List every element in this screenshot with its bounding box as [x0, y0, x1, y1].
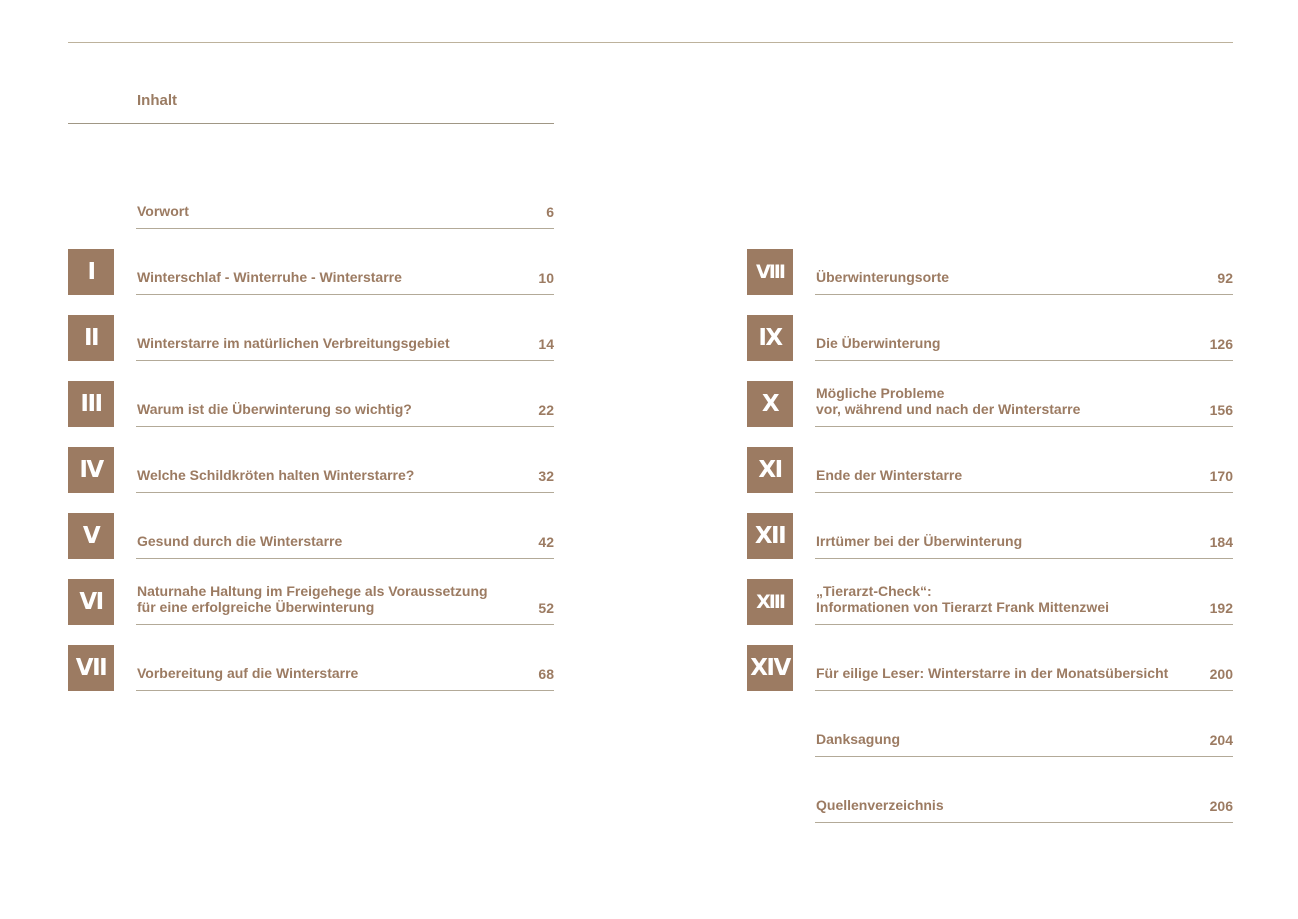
toc-entry[interactable]: [68, 381, 554, 427]
chapter-number-badge: VIII: [747, 249, 793, 295]
toc-entry-page-number: 192: [1209, 600, 1233, 616]
toc-entry-line: [815, 579, 1233, 625]
toc-entry-page-number: 68: [538, 666, 554, 682]
toc-entry[interactable]: [747, 579, 1233, 625]
toc-entry-page-number: 14: [538, 336, 554, 352]
toc-entry-title: Irrtümer bei der Überwinterung: [816, 533, 1023, 549]
toc-entry[interactable]: [747, 381, 1233, 427]
toc-entry-page-number: 200: [1209, 666, 1233, 682]
toc-entry-line: [815, 645, 1233, 691]
toc-entry-line: [136, 381, 554, 427]
toc-entry[interactable]: [747, 249, 1233, 295]
toc-entry-page-number: 92: [1217, 270, 1233, 286]
chapter-number-badge: IX: [747, 315, 793, 361]
toc-entry[interactable]: [68, 447, 554, 493]
toc-entry-title: Überwinterungsorte: [816, 269, 950, 285]
toc-entry[interactable]: [68, 579, 554, 625]
toc-entry-page-number: 206: [1209, 798, 1233, 814]
toc-entry-title: Winterstarre im natürlichen Verbreitungsgebiet: [137, 335, 450, 351]
toc-entry-line: [815, 777, 1233, 823]
chapter-number-badge: IV: [68, 447, 114, 493]
toc-entry-page-number: 184: [1209, 534, 1233, 550]
chapter-number-badge: XI: [747, 447, 793, 493]
toc-entry-line: [136, 579, 554, 625]
toc-entry-line: [136, 645, 554, 691]
toc-entry[interactable]: [68, 513, 554, 559]
toc-entry-line: [815, 249, 1233, 295]
chapter-number-badge: V: [68, 513, 114, 559]
chapter-number-badge: VII: [68, 645, 114, 691]
toc-entry-line: [136, 447, 554, 493]
toc-entry-title: Vorwort: [137, 203, 189, 219]
chapter-number-badge: III: [68, 381, 114, 427]
toc-entry-page-number: 6: [546, 204, 554, 220]
toc-entry-page-number: 22: [538, 402, 554, 418]
toc-entry-line: [136, 513, 554, 559]
toc-entry-title: Mögliche Probleme vor, während und nach der Winterstarre: [816, 385, 1081, 417]
toc-entry-title: Warum ist die Überwinterung so wichtig?: [137, 401, 412, 417]
toc-entry-page-number: 204: [1209, 732, 1233, 748]
toc-entry-page-number: 42: [538, 534, 554, 550]
toc-entry-title: Quellenverzeichnis: [816, 797, 944, 813]
toc-entry-line: [136, 315, 554, 361]
toc-entry-title: Die Überwinterung: [816, 335, 941, 351]
toc-entry-line: [136, 249, 554, 295]
toc-entry[interactable]: [68, 315, 554, 361]
toc-entry[interactable]: [747, 315, 1233, 361]
toc-entry-line: [815, 711, 1233, 757]
toc-entry[interactable]: [747, 777, 1233, 823]
toc-entry-title: Für eilige Leser: Winterstarre in der Monatsübersicht: [816, 665, 1169, 681]
toc-entry-title: Vorbereitung auf die Winterstarre: [137, 665, 359, 681]
toc-entry-title: Ende der Winterstarre: [816, 467, 963, 483]
toc-entry[interactable]: [747, 513, 1233, 559]
toc-entry-line: [815, 513, 1233, 559]
chapter-number-badge: X: [747, 381, 793, 427]
toc-entry[interactable]: [747, 447, 1233, 493]
chapter-number-badge: I: [68, 249, 114, 295]
chapter-number-badge: XII: [747, 513, 793, 559]
toc-entry-line: [136, 183, 554, 229]
toc-entry-line: [815, 315, 1233, 361]
toc-entry-title: „Tierarzt-Check“: Informationen von Tierarzt Frank Mittenzwei: [816, 583, 1110, 615]
toc-entry-title: Winterschlaf - Winterruhe - Winterstarre: [137, 269, 402, 285]
toc-entry-title: Danksagung: [816, 731, 901, 747]
toc-entry-line: [815, 381, 1233, 427]
toc-entry-title: Gesund durch die Winterstarre: [137, 533, 343, 549]
top-rule: [68, 42, 1233, 43]
toc-entry-page-number: 10: [538, 270, 554, 286]
toc-entry[interactable]: [68, 249, 554, 295]
toc-entry-page-number: 52: [538, 600, 554, 616]
toc-entry[interactable]: [68, 645, 554, 691]
toc-entry-title: Welche Schildkröten halten Winterstarre?: [137, 467, 415, 483]
toc-heading-area: [68, 88, 554, 124]
toc-entry[interactable]: [747, 711, 1233, 757]
toc-entry-page-number: 156: [1209, 402, 1233, 418]
toc-entry-page-number: 126: [1209, 336, 1233, 352]
toc-entry-page-number: 170: [1209, 468, 1233, 484]
chapter-number-badge: XIII: [747, 579, 793, 625]
toc-entry-title: Naturnahe Haltung im Freigehege als Voraussetzung für eine erfolgreiche Überwinterung: [137, 583, 488, 615]
toc-heading: Inhalt: [137, 92, 177, 109]
toc-entry[interactable]: [68, 183, 554, 229]
toc-entry-line: [815, 447, 1233, 493]
chapter-number-badge: II: [68, 315, 114, 361]
chapter-number-badge: VI: [68, 579, 114, 625]
toc-entry[interactable]: [747, 645, 1233, 691]
toc-entry-page-number: 32: [538, 468, 554, 484]
chapter-number-badge: XIV: [747, 645, 793, 691]
